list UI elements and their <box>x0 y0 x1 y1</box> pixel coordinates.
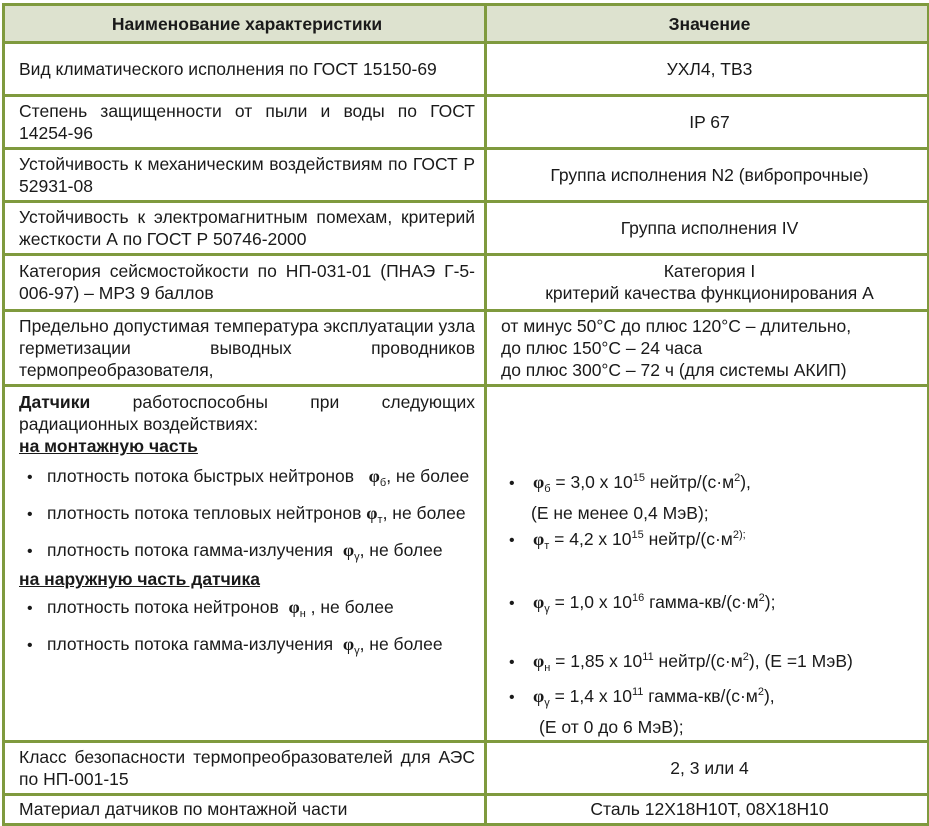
bullet-icon: • <box>509 654 515 671</box>
list-item: • плотность потока быстрых нейтронов $\varphi_б$, не более <box>27 466 470 489</box>
row-value: УХЛ4, ТВ3 <box>486 43 929 96</box>
bullet-icon: • <box>27 600 33 617</box>
bullet-icon: • <box>509 532 515 549</box>
radiation-conditions <box>4 386 486 742</box>
row-name: Предельно допустимая температура эксплуатации узла герметизации выводных проводников термопреобразователя, <box>4 311 486 386</box>
row-name: Класс безопасности термопреобразователей для АЭС по НП-001-15 <box>4 742 486 795</box>
table-row <box>4 311 929 386</box>
row-name: Степень защищенности от пыли и воды по ГОСТ 14254-96 <box>4 96 486 149</box>
list-item: • плотность потока тепловых нейтронов $\varphi_т$, не более <box>27 503 466 526</box>
table-row <box>4 795 929 825</box>
radiation-values <box>486 386 929 742</box>
value-note: (Е от 0 до 6 МэВ); <box>539 717 684 737</box>
row-name: Вид климатического исполнения по ГОСТ 15150-69 <box>4 43 486 96</box>
radiation-row <box>4 386 929 742</box>
bullet-icon: • <box>509 475 515 492</box>
table-row <box>4 742 929 795</box>
value-line: от минус 50°С до плюс 120°С – длительно, <box>501 315 852 336</box>
list-item: • плотность потока гамма-излучения $\varphi_\gamma$, не более <box>27 540 443 563</box>
outer-heading: на наружную часть датчика <box>19 569 261 589</box>
list-item: • $\varphi_н = 1,85$ х $10^{11}$ нейтр/$(с\cdot м^2)$, (Е =1 МэВ) <box>509 651 853 674</box>
table-row <box>4 255 929 311</box>
spec-table <box>2 3 929 826</box>
bullet-icon: • <box>27 637 33 654</box>
header-value: Значение <box>486 5 929 43</box>
list-item: • $\varphi_\gamma = 1,0$ х $10^{16}$ гамма-$кв/(с\cdot м^2)$; <box>509 592 776 615</box>
list-item: • $\varphi_\gamma = 1,4$ х $10^{11}$ гамма-$кв/(с\cdot м^2)$, <box>509 686 775 709</box>
header-name: Наименование характеристики <box>4 5 486 43</box>
bullet-icon: • <box>27 543 33 560</box>
table-row <box>4 202 929 255</box>
row-value: IP 67 <box>486 96 929 149</box>
intro-text: работоспособны при следующих радиационных воздействиях: <box>19 392 475 434</box>
sensors-label: Датчики <box>19 392 91 412</box>
table-row <box>4 149 929 202</box>
row-value <box>486 255 929 311</box>
row-name: Устойчивость к механическим воздействиям по ГОСТ Р 52931-08 <box>4 149 486 202</box>
row-value <box>486 311 929 386</box>
bullet-icon: • <box>509 595 515 612</box>
row-name: Устойчивость к электромагнитным помехам, критерий жесткости А по ГОСТ Р 50746-2000 <box>4 202 486 255</box>
row-name: Категория сейсмостойкости по НП-031-01 (ПНАЭ Г-5-006-97) – МРЗ 9 баллов <box>4 255 486 311</box>
value-note: (Е не менее 0,4 МэВ); <box>531 503 709 523</box>
list-item: • плотность потока нейтронов $\varphi_н$ , не более <box>27 597 394 620</box>
header-row <box>4 5 929 43</box>
row-value: 2, 3 или 4 <box>486 742 929 795</box>
bullet-icon: • <box>509 689 515 706</box>
bullet-icon: • <box>27 469 33 486</box>
value-line: Категория I <box>663 261 756 281</box>
row-value: Группа исполнения N2 (вибропрочные) <box>486 149 929 202</box>
mount-heading: на монтажную часть <box>19 436 198 456</box>
value-line: критерий качества функционирования А <box>545 283 874 303</box>
table-row <box>4 96 929 149</box>
list-item: • плотность потока гамма-излучения $\varphi_\gamma$, не более <box>27 634 443 657</box>
row-name: Материал датчиков по монтажной части <box>4 795 486 825</box>
value-line: до плюс 150°С – 24 часа <box>501 337 703 358</box>
list-item: • $\varphi_т = 4,2$ х $10^{15}$ нейтр/($с\cdot м^{2);}$ <box>509 529 746 552</box>
row-value: Сталь 12Х18Н10Т, 08Х18Н10 <box>486 795 929 825</box>
table-row <box>4 43 929 96</box>
list-item: • $\varphi_б = 3,0$ х $10^{15}$ нейтр/$(с\cdot м^2)$, <box>509 472 751 495</box>
bullet-icon: • <box>27 506 33 523</box>
value-line: до плюс 300°С – 72 ч (для системы АКИП) <box>501 359 847 380</box>
row-value: Группа исполнения IV <box>486 202 929 255</box>
